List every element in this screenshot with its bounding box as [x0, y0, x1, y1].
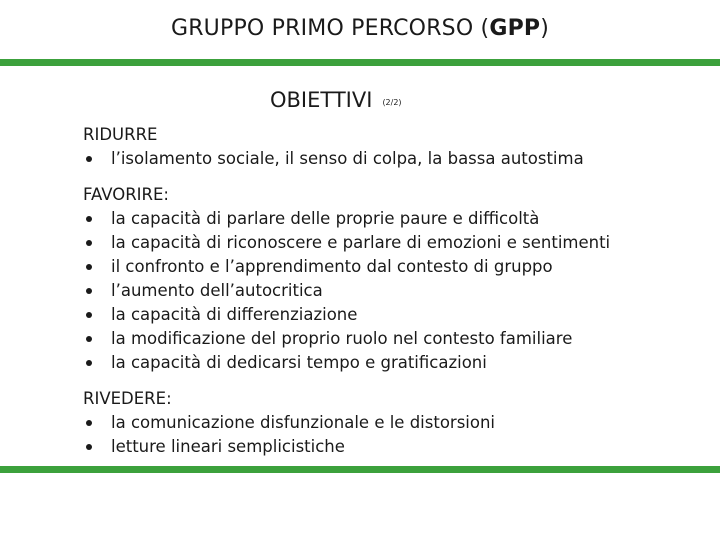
- list-item-text: l’aumento dell’autocritica: [111, 281, 323, 300]
- slide-subtitle: [270, 88, 402, 112]
- list-item: [83, 411, 713, 435]
- list-item-text: l’isolamento sociale, il senso di colpa, la bassa autostima: [111, 149, 584, 168]
- bullet-icon: [86, 312, 92, 318]
- section-favorire: [83, 183, 713, 375]
- list-item-text: la capacità di differenziazione: [111, 305, 358, 324]
- list-item-text: la capacità di parlare delle proprie paure e difficoltà: [111, 209, 540, 228]
- bullet-icon: [86, 156, 92, 162]
- list-item: [83, 435, 713, 459]
- list-item-text: la comunicazione disfunzionale e le distorsioni: [111, 413, 496, 432]
- top-divider: [0, 59, 720, 66]
- list-item-text: la capacità di riconoscere e parlare di emozioni e sentimenti: [111, 233, 611, 252]
- list-item: [83, 255, 713, 279]
- list-item-text: il confronto e l’apprendimento dal contesto di gruppo: [111, 257, 553, 276]
- section-ridurre: [83, 123, 713, 171]
- list-item-text: la modificazione del proprio ruolo nel contesto familiare: [111, 329, 573, 348]
- list-item: [83, 279, 713, 303]
- page-indicator: (2/2): [382, 98, 402, 107]
- section-heading: RIVEDERE:: [83, 389, 172, 408]
- list-item: [83, 207, 713, 231]
- list-item: [83, 351, 713, 375]
- section-heading: RIDURRE: [83, 125, 158, 144]
- objectives-content: [83, 123, 713, 471]
- title-acronym: GPP: [489, 16, 541, 41]
- bottom-divider: [0, 466, 720, 473]
- subtitle-text: OBIETTIVI: [270, 88, 373, 112]
- section-heading: FAVORIRE:: [83, 185, 169, 204]
- bullet-icon: [86, 420, 92, 426]
- bullet-icon: [86, 264, 92, 270]
- bullet-icon: [86, 288, 92, 294]
- list-item: [83, 303, 713, 327]
- list-item-text: la capacità di dedicarsi tempo e gratificazioni: [111, 353, 487, 372]
- list-item: [83, 231, 713, 255]
- title-suffix: ): [540, 16, 550, 41]
- list-item: [83, 327, 713, 351]
- bullet-icon: [86, 336, 92, 342]
- bullet-icon: [86, 240, 92, 246]
- title-prefix: GRUPPO PRIMO PERCORSO (: [170, 16, 490, 41]
- bullet-icon: [86, 360, 92, 366]
- list-item: [83, 147, 713, 171]
- slide-title: [0, 16, 720, 41]
- section-rivedere: [83, 387, 713, 459]
- list-item-text: letture lineari semplicistiche: [111, 437, 345, 456]
- bullet-icon: [86, 216, 92, 222]
- bullet-icon: [86, 444, 92, 450]
